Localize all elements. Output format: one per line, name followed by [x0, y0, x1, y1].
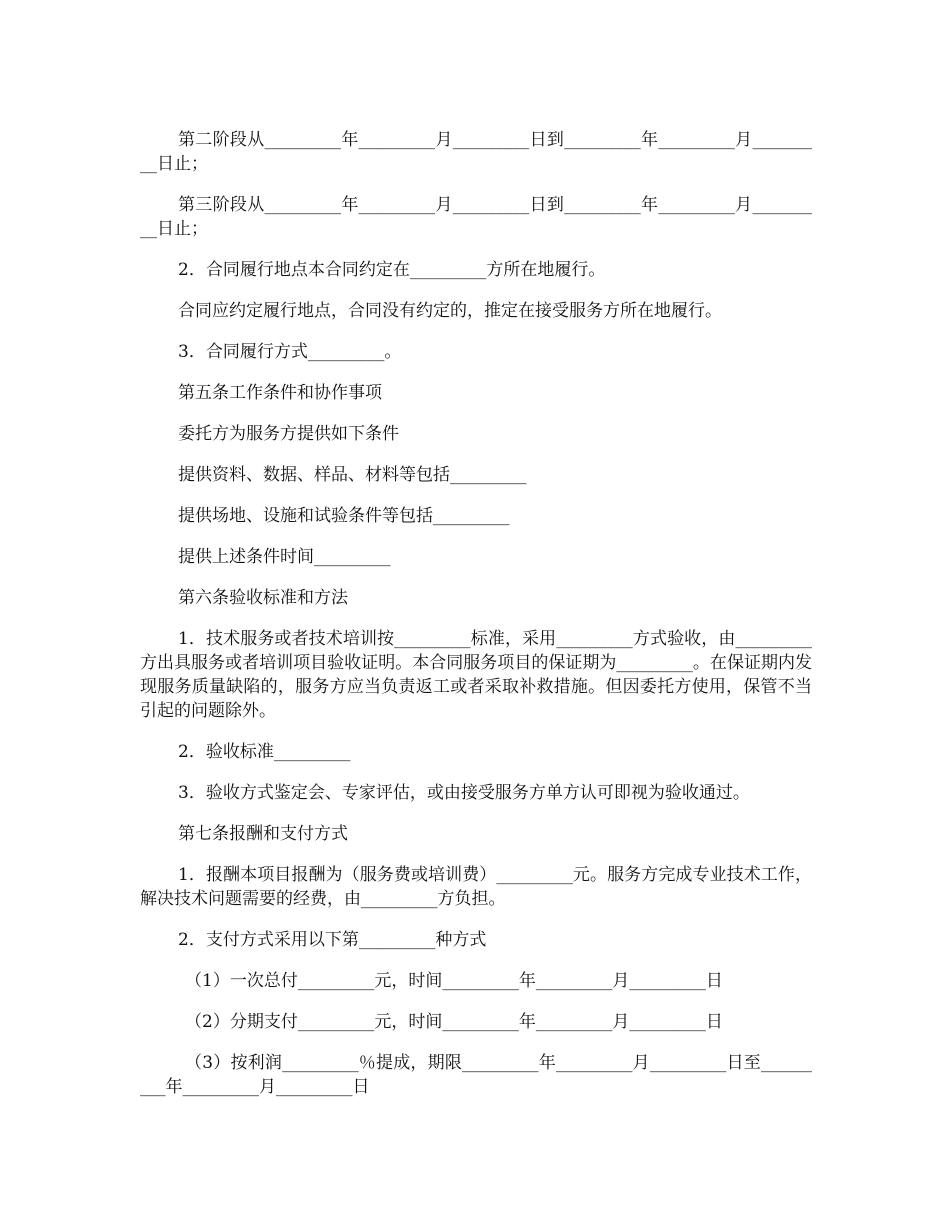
heading-article-six: 第六条验收标准和方法 [178, 588, 348, 608]
paragraph-stage-two: 第二阶段从_________年_________月_________日到_________年_________月_________日止； [140, 130, 812, 174]
heading-article-seven: 第七条报酬和支付方式 [178, 824, 348, 844]
paragraph-performance-method: 3．合同履行方式_________。 [178, 342, 402, 362]
paragraph-provide-materials: 提供资料、数据、样品、材料等包括_________ [178, 465, 527, 485]
paragraph-installments: （2）分期支付_________元，时间_________年_________月_________日 [185, 1012, 723, 1032]
paragraph-provide-facilities: 提供场地、设施和试验条件等包括_________ [178, 506, 510, 526]
paragraph-acceptance-method: 3．验收方式鉴定会、专家评估，或由接受服务方单方认可即视为验收通过。 [178, 783, 750, 803]
paragraph-payment-method: 2．支付方式采用以下第_________种方式 [178, 930, 487, 950]
paragraph-acceptance-standard: 2．验收标准_________ [178, 742, 351, 762]
paragraph-acceptance-terms: 1．技术服务或者技术培训按_________标准，采用_________方式验收，由_________方出具服务或者培训项目验收证明。本合同服务项目的保证期为_________。在保证期内发现服务质量缺陷的，服务方应当负责返工或者采取补救措施。但因委托方使用，保管不当引起的问题除外。 [140, 629, 812, 721]
paragraph-client-provides: 委托方为服务方提供如下条件 [178, 424, 399, 444]
paragraph-profit-share: （3）按利润_________％提成，期限_________年_________月_________日至_________年_________月_________日 [140, 1053, 812, 1097]
paragraph-remuneration: 1．报酬本项目报酬为（服务费或培训费）_________元。服务方完成专业技术工作，解决技术问题需要的经费，由_________方负担。 [140, 865, 812, 909]
heading-article-five: 第五条工作条件和协作事项 [178, 383, 382, 403]
paragraph-location-note: 合同应约定履行地点，合同没有约定的，推定在接受服务方所在地履行。 [178, 301, 722, 321]
paragraph-provide-time: 提供上述条件时间_________ [178, 547, 391, 567]
document-body [140, 128, 812, 1116]
paragraph-stage-three: 第三阶段从_________年_________月_________日到_________年_________月_________日止； [140, 195, 812, 239]
paragraph-performance-location: 2．合同履行地点本合同约定在_________方所在地履行。 [178, 260, 606, 280]
paragraph-lump-sum: （1）一次总付_________元，时间_________年_________月_________日 [185, 971, 723, 991]
